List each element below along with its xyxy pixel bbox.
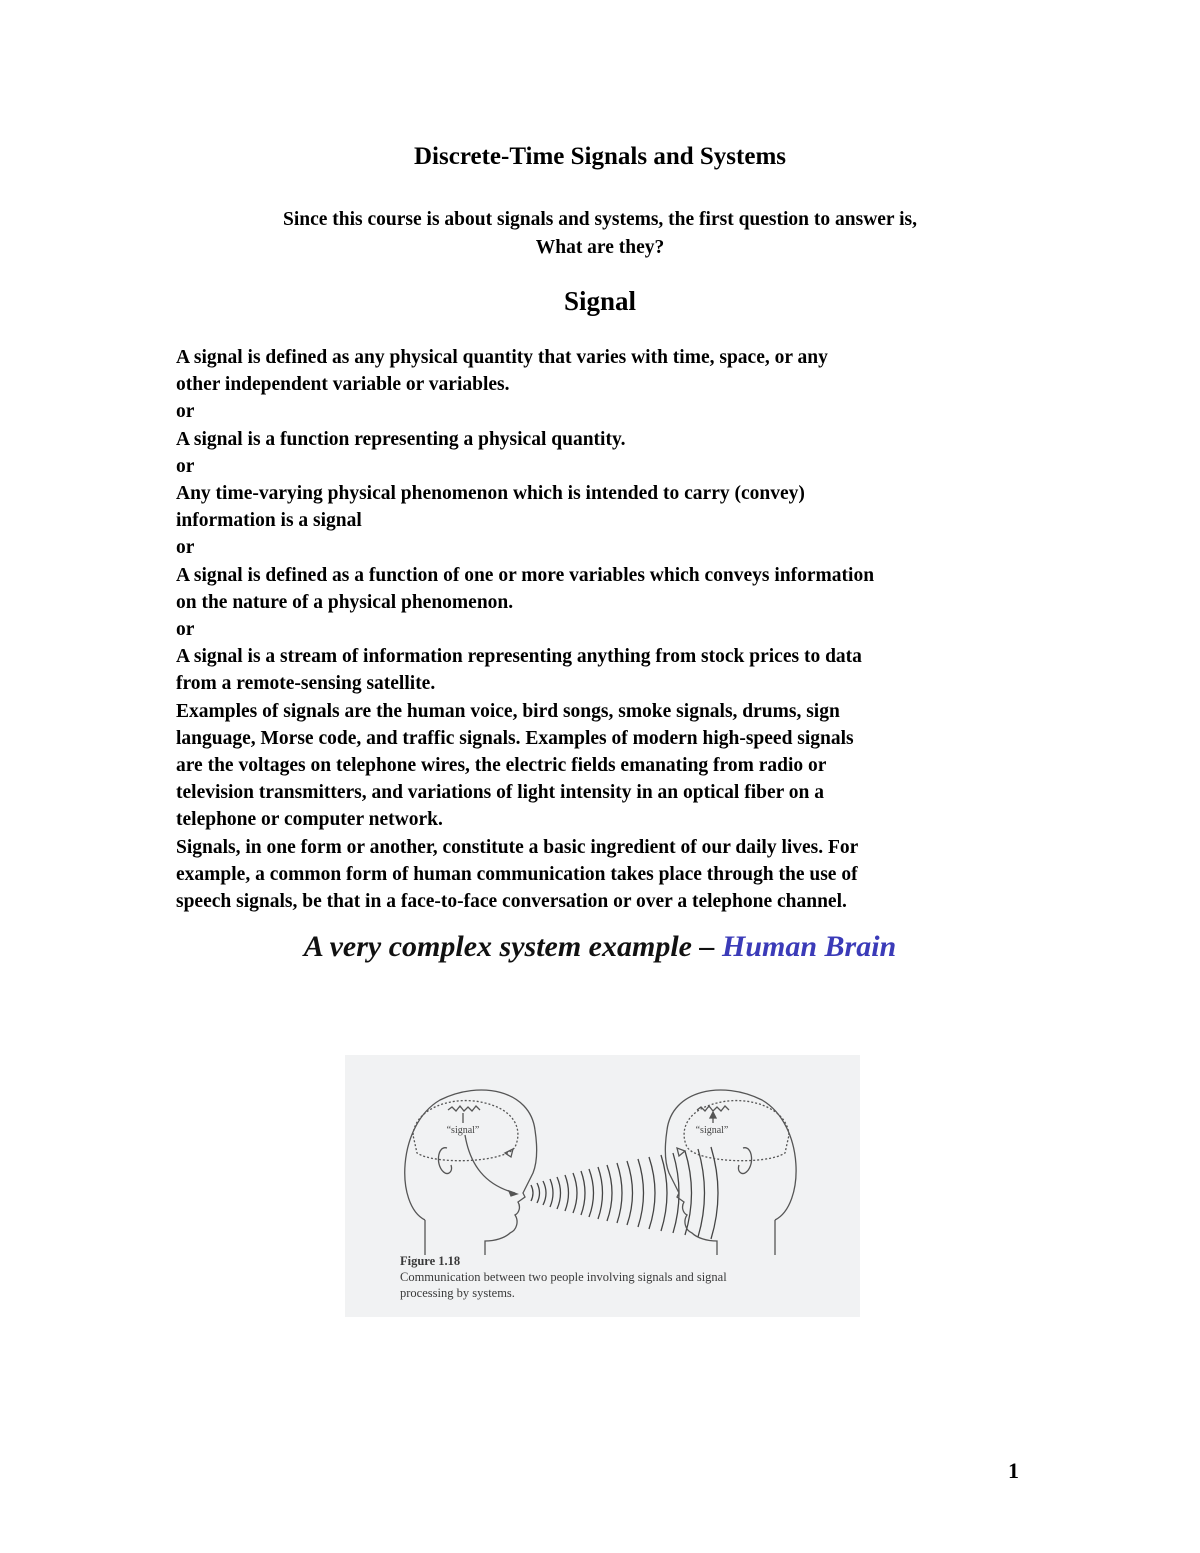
page-number: 1 bbox=[1008, 1458, 1019, 1483]
figure-caption bbox=[400, 1253, 840, 1301]
body-line: speech signals, be that in a face-to-face conversation or over a telephone channel. bbox=[176, 891, 847, 913]
body-line: television transmitters, and variations of light intensity in an optical fiber on a bbox=[176, 782, 825, 804]
body-line: or bbox=[176, 455, 195, 477]
body-line: or bbox=[176, 401, 195, 423]
intro-line: Since this course is about signals and systems, the first question to answer is, bbox=[283, 209, 917, 230]
body-line: Any time-varying physical phenomenon which is intended to carry (convey) bbox=[176, 483, 805, 505]
body-line: language, Morse code, and traffic signals. Examples of modern high-speed signals bbox=[176, 727, 854, 749]
body-line: are the voltages on telephone wires, the electric fields emanating from radio or bbox=[176, 755, 827, 777]
body-line: telephone or computer network. bbox=[176, 809, 443, 831]
left-nerve-path bbox=[465, 1135, 515, 1193]
complex-heading-prefix: A very complex system example – bbox=[303, 930, 722, 963]
body-line: Examples of signals are the human voice, bird songs, smoke signals, drums, sign bbox=[176, 700, 840, 722]
body-line: A signal is a stream of information representing anything from stock prices to data bbox=[176, 646, 862, 668]
body-line: from a remote-sensing satellite. bbox=[176, 673, 436, 695]
complex-system-heading bbox=[0, 930, 1200, 964]
body-text bbox=[176, 344, 1036, 915]
left-ear bbox=[438, 1148, 451, 1174]
body-line: information is a signal bbox=[176, 510, 362, 532]
body-line: example, a common form of human communication takes place through the use of bbox=[176, 863, 858, 885]
body-line: or bbox=[176, 537, 195, 559]
complex-heading-accent: Human Brain bbox=[721, 930, 897, 963]
page-title: Discrete-Time Signals and Systems bbox=[414, 143, 786, 170]
body-line: A signal is defined as a function of one or more variables which conveys information bbox=[176, 564, 875, 586]
body-line: A signal is a function representing a physical quantity. bbox=[176, 428, 626, 450]
left-signal-label: “signal” bbox=[446, 1125, 480, 1136]
right-signal-wave bbox=[697, 1106, 729, 1111]
intro-line: What are they? bbox=[535, 237, 665, 258]
body-line: or bbox=[176, 619, 195, 641]
right-signal-label: “signal” bbox=[695, 1125, 729, 1136]
body-line: on the nature of a physical phenomenon. bbox=[176, 591, 514, 613]
caption-line: processing by systems. bbox=[400, 1286, 515, 1300]
body-line: A signal is defined as any physical quantity that varies with time, space, or any bbox=[176, 347, 828, 368]
body-line: Signals, in one form or another, constitute a basic ingredient of our daily lives. For bbox=[176, 836, 859, 858]
figure-label: Figure 1.18 bbox=[400, 1254, 461, 1268]
sound-waves bbox=[531, 1147, 718, 1239]
left-signal-wave bbox=[448, 1106, 480, 1111]
caption-line: Communication between two people involving signals and signal bbox=[400, 1270, 727, 1284]
right-head-outline bbox=[665, 1090, 796, 1255]
section-heading-signal: Signal bbox=[563, 286, 637, 316]
intro-paragraph bbox=[0, 206, 1200, 262]
communication-figure bbox=[345, 1055, 860, 1317]
body-line: other independent variable or variables. bbox=[176, 374, 510, 396]
